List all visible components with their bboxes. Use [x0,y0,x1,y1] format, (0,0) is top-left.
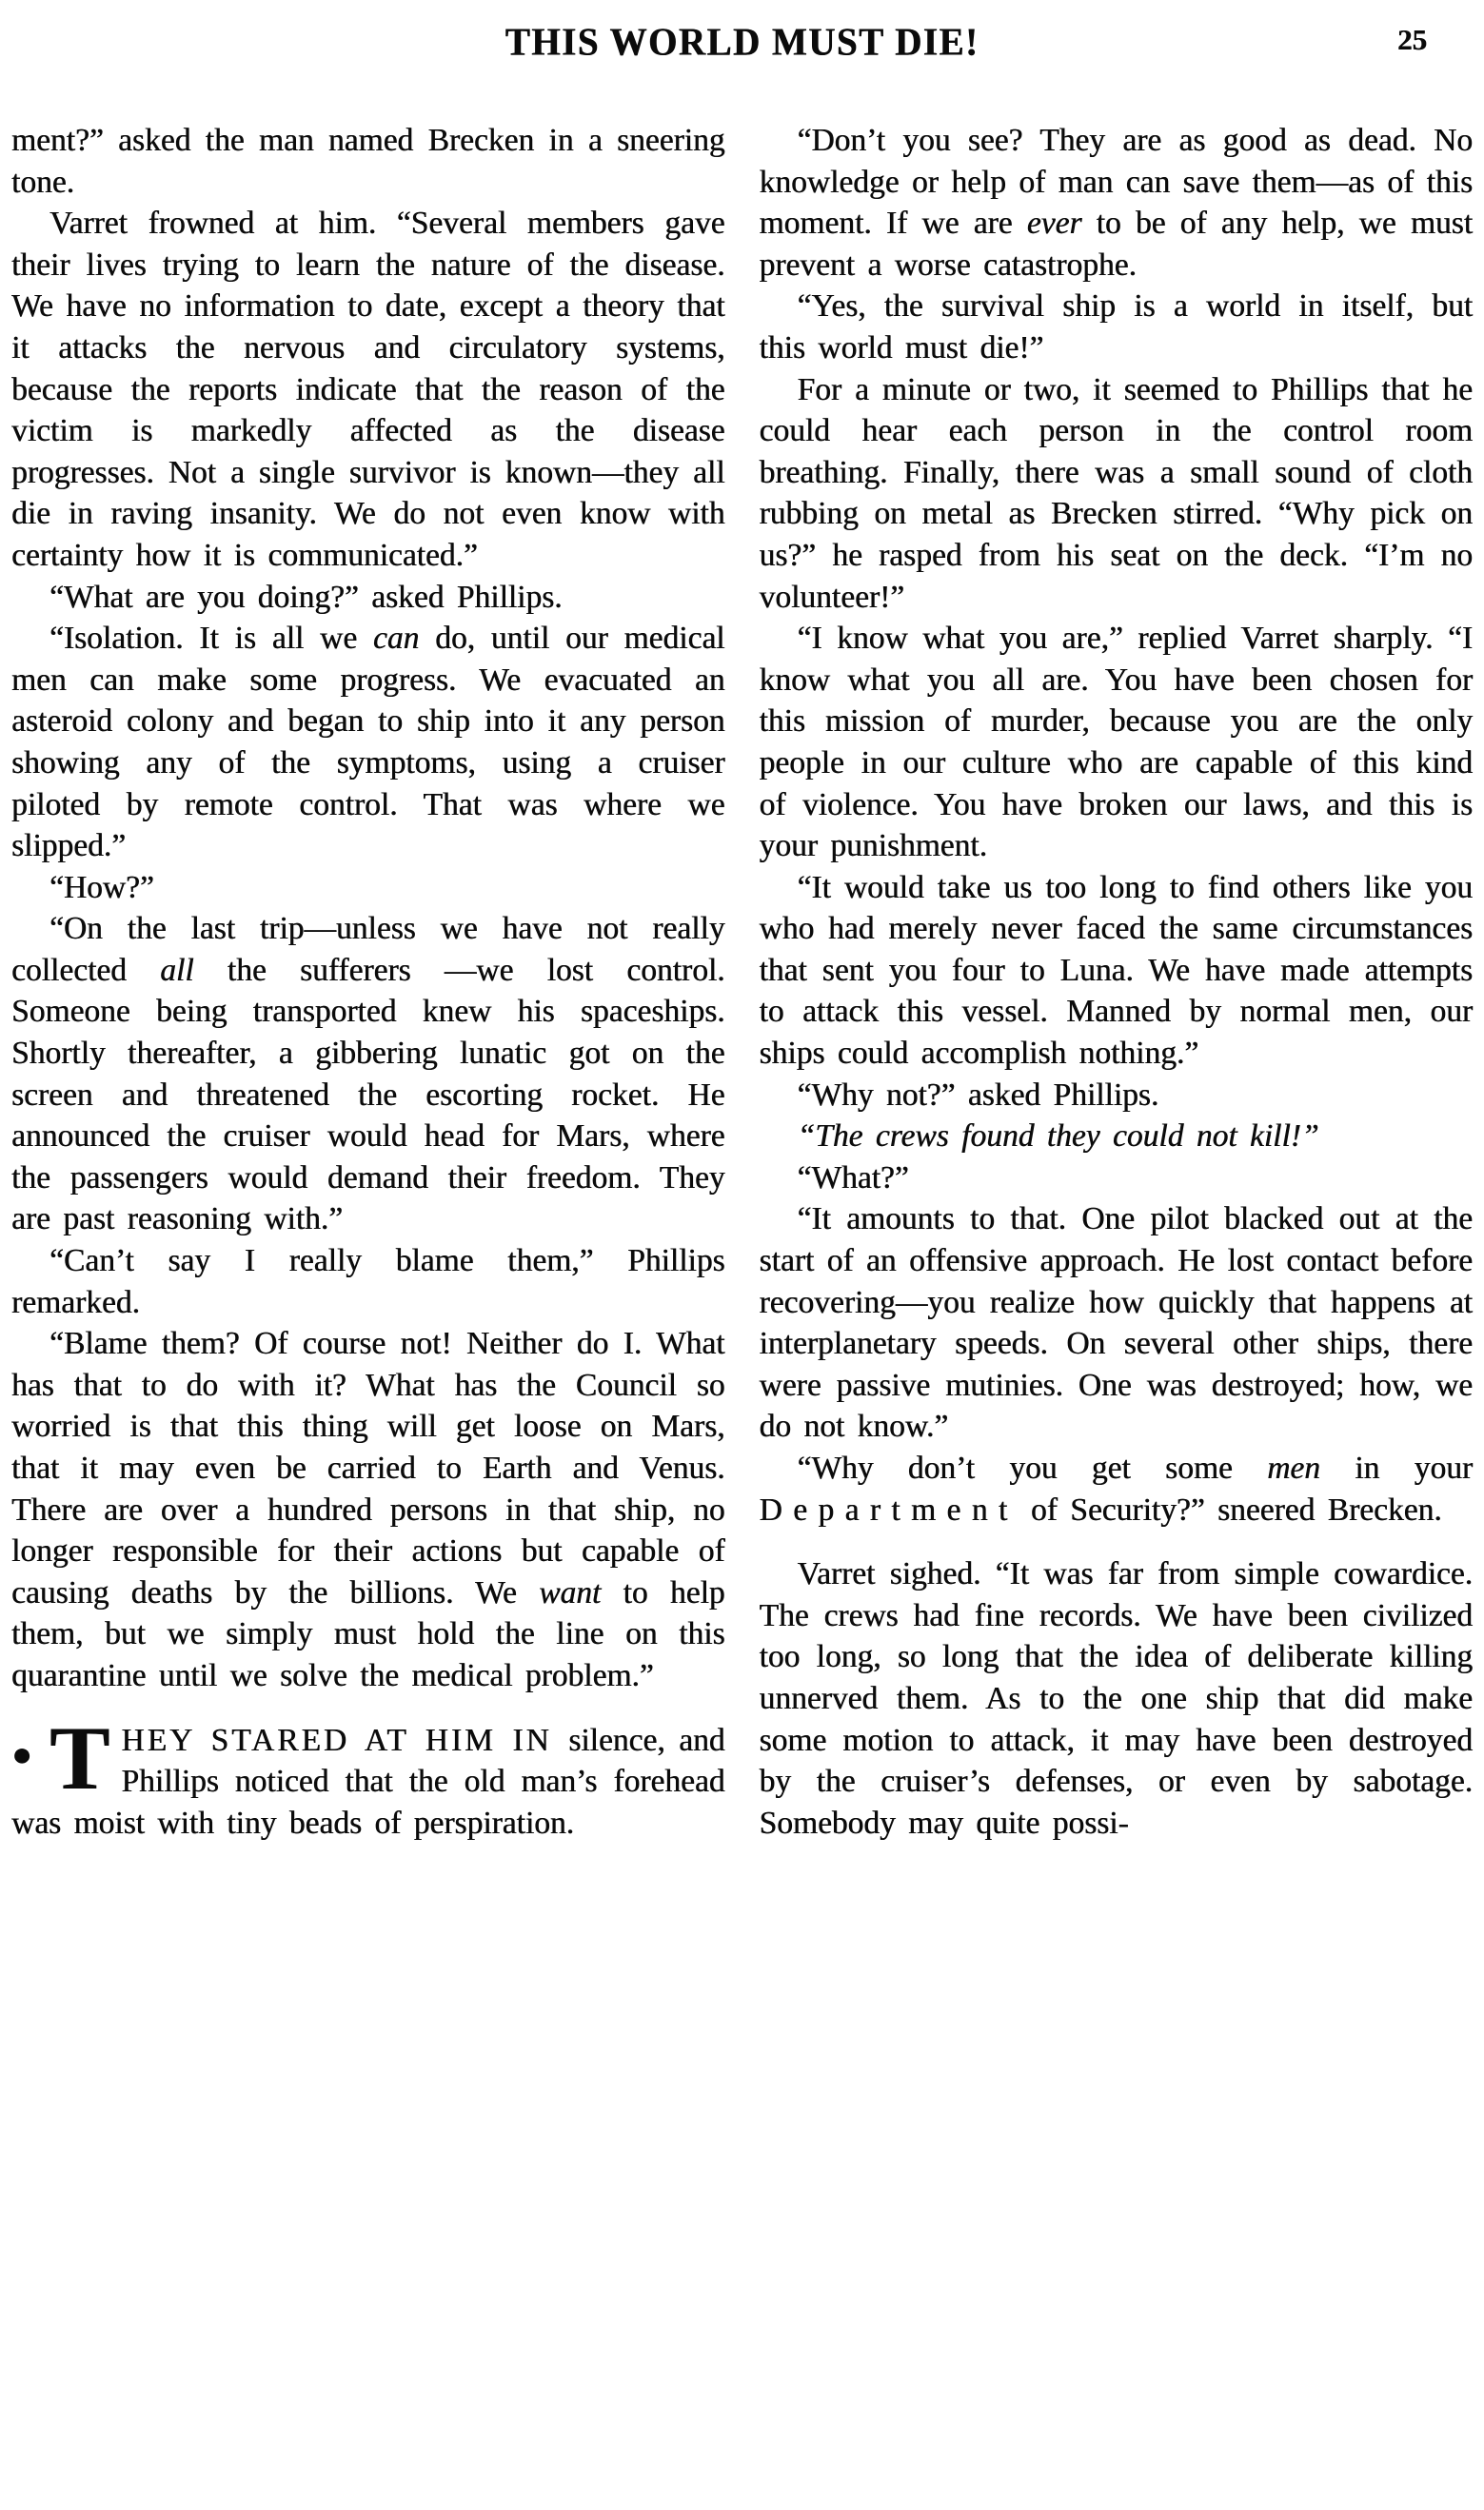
paragraph [760,369,1474,619]
text-run: “How?” [49,869,154,905]
paragraph [11,577,725,619]
text-run: want [539,1574,602,1611]
text-run: ever [1026,206,1082,242]
text-run: “I know what you are,” replied Varret sharply. “I know what you all are. You have been chosen for this mission of murder, because you are the only people in our culture who are capable of this kind of violence. You have broken our laws, and this is your punishment. [759,621,1473,864]
paragraph [11,908,725,1240]
text-run: do, until our medical men can make some progress. We evacuated an asteroid colony and began to ship into it any person showing any of the symptoms, using a cruiser piloted by remote control. That was where we slipped.” [11,621,725,864]
text-run: of Security?” sneered Brecken. [1018,1492,1442,1528]
text-run: “Why don’t you get some [797,1451,1268,1486]
paragraph [760,1157,1474,1199]
column-right [760,120,1474,1844]
text-run: “It would take us too long to find others like you who had merely never faced the same circumstances that sent you four to Luna. We have made attempts to attack this vessel. Manned by normal men, our ships could accomplish nothing.” [759,869,1473,1072]
text-run: the sufferers —we lost control. Someone being transported knew his spaceships. Shortly thereafter, a gibbering lunatic got on the screen and threatened the escorting rocket. He announced the cruiser would head for Mars, where the passengers would demand their freedom. They are past reasoning with.” [11,952,725,1237]
text-run: “Can’t say I really blame them,” Phillips remarked. [11,1243,725,1320]
paragraph [760,1116,1474,1157]
paragraph [760,867,1474,1075]
paragraph [11,203,725,576]
text-run: men [1267,1451,1320,1486]
section-bullet-icon: ● [11,1734,32,1773]
text-run: “Yes, the survival ship is a world in itself, but this world must die!” [759,288,1473,366]
text-run: “What?” [797,1159,909,1196]
text-run: “What are you doing?” asked Phillips. [49,579,563,615]
text-run: “Don’t you see? They are as good as dead. No knowledge or help of man can save them—as of this moment. If we are [759,123,1473,242]
text-run: For a minute or two, it seemed to Phillips that he could hear each person in the control room breathing. Finally, there was a small sound of cloth rubbing on metal as Brecken stirred. “Why pick on us?” he rasped from his seat on the deck. “I’m no volunteer!” [759,371,1473,615]
paragraph [760,1448,1474,1531]
paragraph [760,1198,1474,1448]
text-run: can [372,621,420,657]
text-run: “It amounts to that. One pilot blacked out at the start of an offensive approach. He lost contact before recovering—you realize how quickly that happens at interplanetary speeds. On several other ships, there were passive mutinies. One was destroyed; how, we do not know.” [759,1201,1473,1445]
text-run: silence, and Phillips noticed that the old man’s forehead was moist with tiny beads of perspiration. [11,1722,725,1841]
text-run: in your [1319,1451,1473,1486]
page-number: 25 [1397,23,1427,56]
running-title: THIS WORLD MUST DIE! [505,20,979,65]
text-run: “Isolation. It is all we [49,621,373,657]
text-run: Varret sighed. “It was far from simple cowardice. The crews had fine records. We have been civilized too long, so long that the idea of deliberate killing unnerved them. As to the one ship that did make some motion to attack, it may have been destroyed by the cruiser’s defenses, or even by sabotage. Somebody may quite possi- [759,1556,1473,1841]
text-run: ment?” asked the man named Brecken in a sneering tone. [11,123,725,200]
text-run: to help them, but we simply must hold the line on this quarantine until we solve the medical problem.” [11,1574,725,1693]
text-run: Varret frowned at him. “Several members gave their lives trying to learn the nature of the disease. We have no information to date, except a theory that it attacks the nervous and circulatory systems, because the reports indicate that the reason of the victim is markedly affected as the disease progresses. Not a single survivor is known—they all die in raving insanity. We do not even know with certainty how it is communicated.” [11,206,725,573]
text-run: “The crews found they could not kill!” [797,1118,1319,1155]
paragraph [760,286,1474,368]
text-run: “On the last trip—unless we have not really collected [11,911,725,988]
column-left [11,120,725,1844]
text-columns [11,120,1473,1844]
page-header [11,21,1473,70]
text-run: Department [759,1492,1019,1528]
paragraph [760,1075,1474,1117]
paragraph [11,618,725,867]
text-run: all [160,952,194,988]
text-run: “Blame them? Of course not! Neither do I. What has that to do with it? What has the Council so worried is that this thing will get loose on Mars, that it may even be carried to Earth and Venus. There are over a hundred persons in that ship, no longer responsible for their actions but capable of causing deaths by the billions. We [11,1326,725,1611]
section-opening-paragraph [11,1707,725,1845]
text-run: “Why not?” asked Phillips. [797,1077,1159,1113]
paragraph [760,120,1474,286]
paragraph [760,618,1474,867]
paragraph [11,120,725,203]
drop-cap: T [49,1707,110,1808]
text-run: to be of any help, we must prevent a worse catastrophe. [759,206,1473,283]
opening-caps-text: HEY STARED AT HIM IN [121,1722,569,1758]
paragraph [11,1323,725,1696]
paragraph [11,1240,725,1323]
paragraph [760,1553,1474,1844]
paragraph [11,867,725,909]
